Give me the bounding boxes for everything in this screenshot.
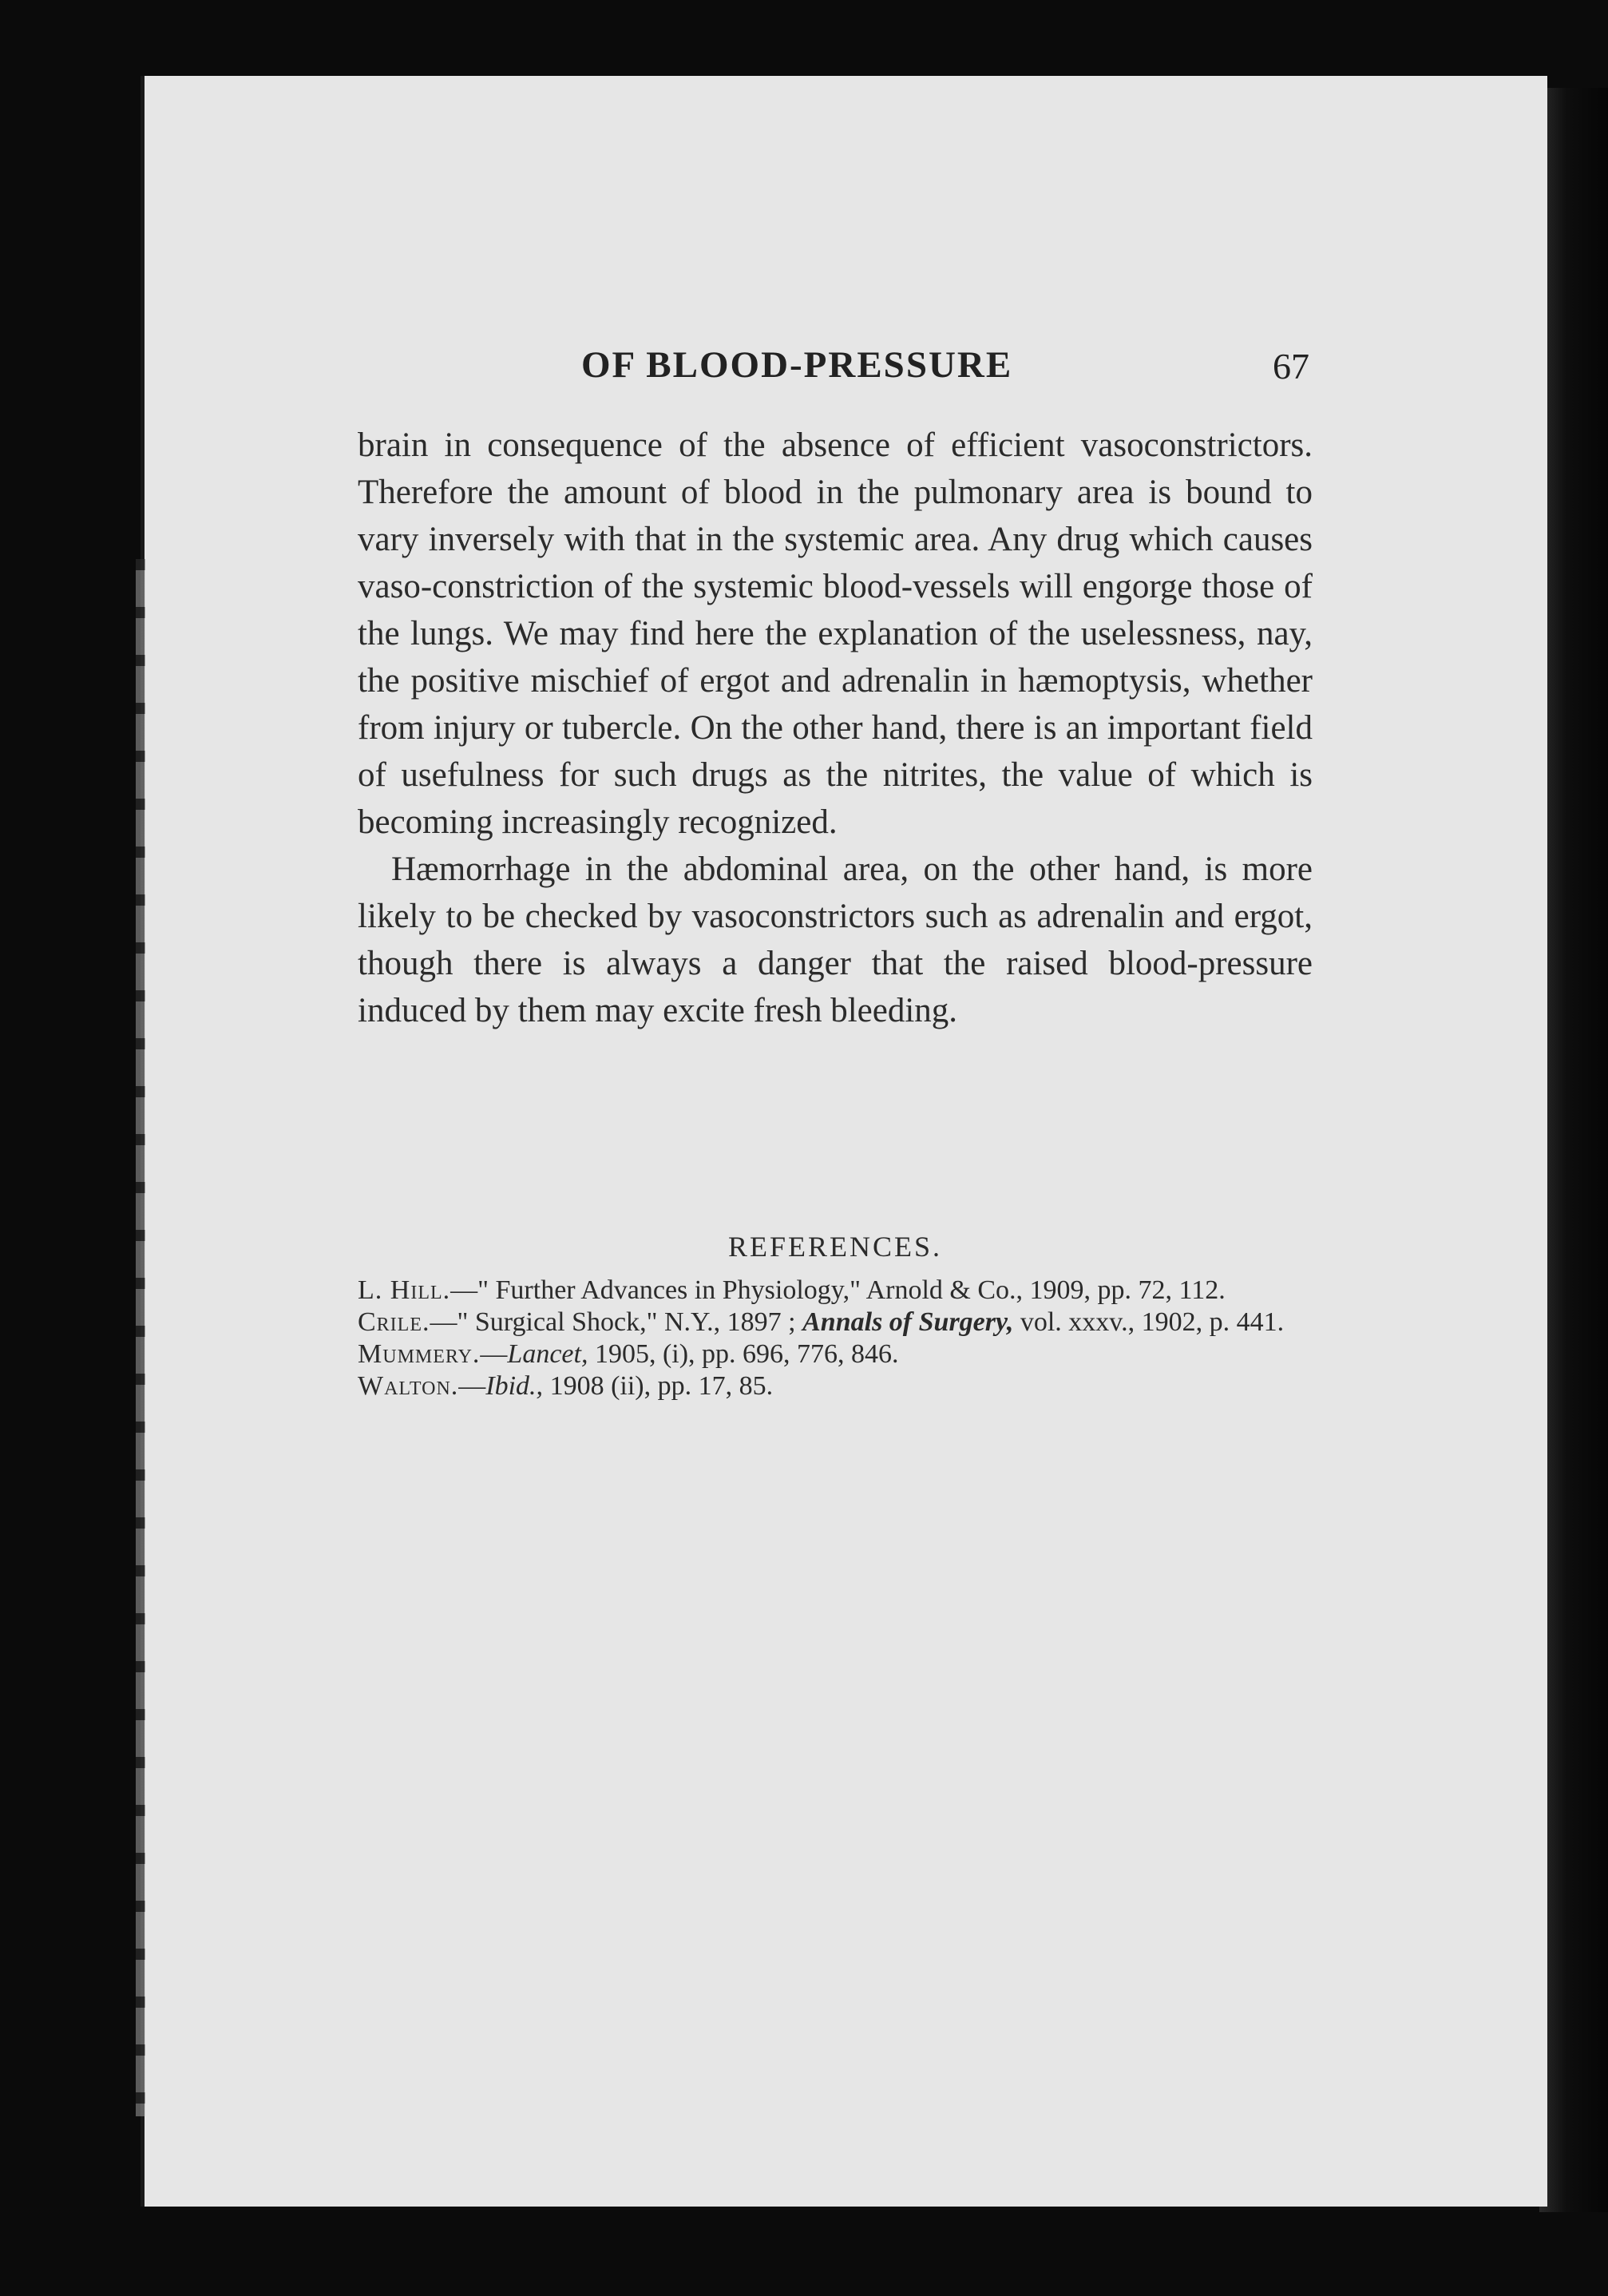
reference-journal: Ibid., bbox=[485, 1371, 544, 1401]
reference-item bbox=[358, 1308, 1313, 1337]
reference-separator: — bbox=[430, 1307, 457, 1337]
reference-author: Walton. bbox=[358, 1371, 459, 1401]
paragraph-2: Hæmorrhage in the abdominal area, on the other hand, is more likely to be checked by vasoconstrictors such as adrenalin and ergot, though there is always a danger that the raised blood-pressure induced by them may excite fresh bleeding. bbox=[358, 851, 1313, 1029]
reference-text: " Further Advances in Physiology," Arnold & Co., 1909, pp. 72, 112. bbox=[477, 1275, 1226, 1305]
references-list bbox=[358, 1276, 1313, 1404]
reference-item bbox=[358, 1340, 1313, 1369]
reference-tail: 1905, (i), pp. 696, 776, 846. bbox=[588, 1339, 899, 1369]
reference-tail: vol. xxxv., 1902, p. 441. bbox=[1013, 1307, 1285, 1337]
reference-separator: — bbox=[480, 1339, 508, 1369]
reference-separator: — bbox=[458, 1371, 486, 1401]
page-edge-shadow bbox=[1539, 88, 1608, 2212]
reference-journal: Lancet, bbox=[507, 1339, 588, 1369]
reference-item bbox=[358, 1276, 1313, 1305]
reference-author: Mummery. bbox=[358, 1339, 481, 1369]
running-title: OF BLOOD-PRESSURE bbox=[581, 344, 1013, 386]
reference-item bbox=[358, 1372, 1313, 1401]
reference-tail: 1908 (ii), pp. 17, 85. bbox=[543, 1371, 774, 1401]
running-head bbox=[358, 343, 1324, 399]
reference-journal: Annals of Surgery, bbox=[802, 1307, 1014, 1337]
page-number: 67 bbox=[1273, 346, 1309, 387]
reference-separator: — bbox=[450, 1275, 478, 1305]
references-heading: REFERENCES. bbox=[727, 1231, 943, 1263]
reference-text: " Surgical Shock," N.Y., 1897 ; bbox=[457, 1307, 803, 1337]
reference-author: Crile. bbox=[358, 1307, 430, 1337]
binding-edge bbox=[136, 559, 145, 2116]
reference-author: L. Hill. bbox=[358, 1275, 451, 1305]
paragraph-1: brain in consequence of the absence of efficient vasoconstrictors. Therefore the amount of blood in the pulmonary area is bound to vary inversely with that in the systemic area. Any drug which causes vaso-constriction of the systemic blood-vessels will engorge those of the lungs. We may find here the explanation of the uselessness, nay, the positive mischief of ergot and adrenalin in hæmoptysis, whether from injury or tubercle. On the other hand, there is an important field of usefulness for such drugs as the nitrites, the value of which is becoming increasingly recognized. bbox=[358, 426, 1313, 841]
body-text bbox=[358, 422, 1313, 1034]
